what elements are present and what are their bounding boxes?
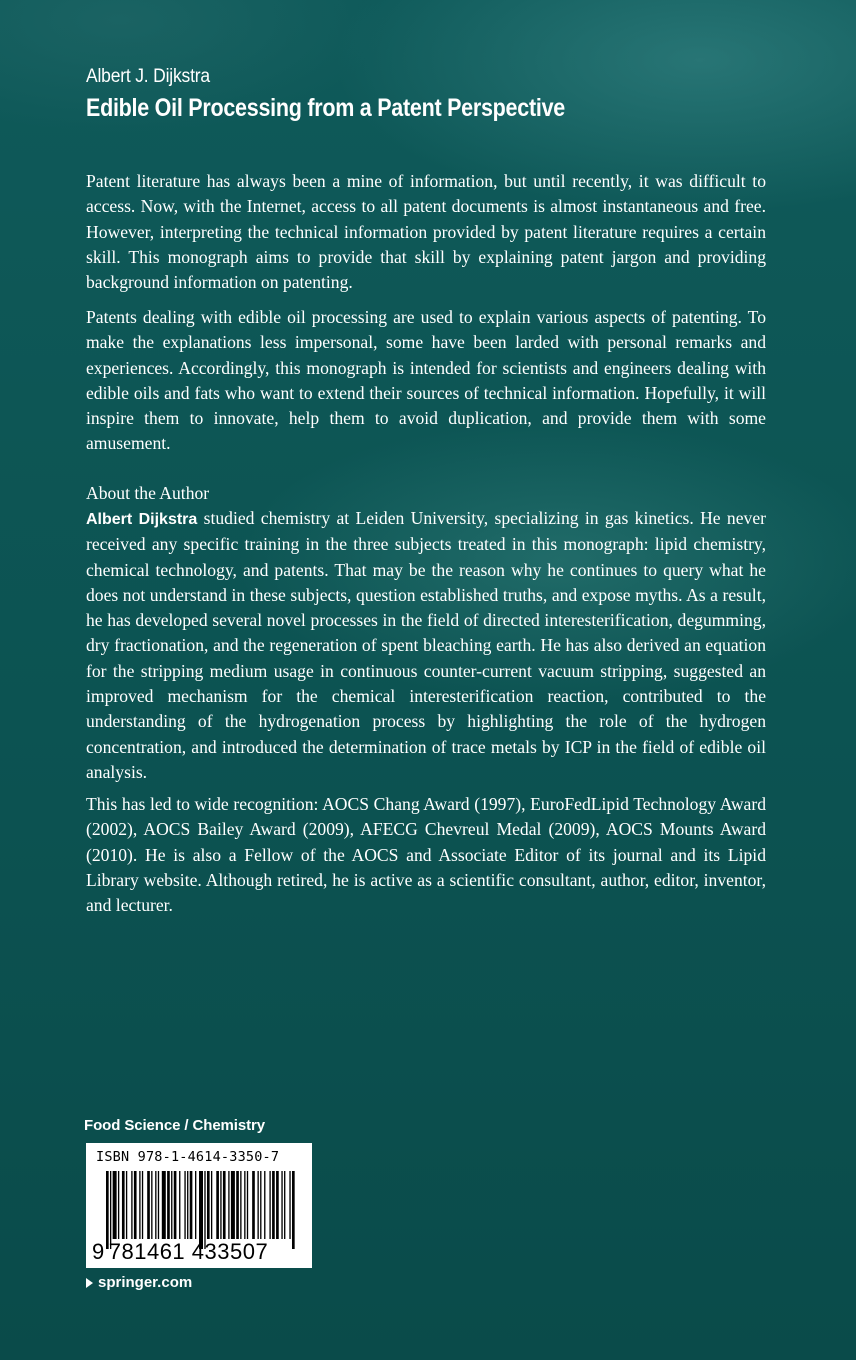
barcode-bar (236, 1171, 239, 1239)
barcode-bar (147, 1171, 150, 1239)
barcode-bar (174, 1171, 177, 1239)
barcode-bar (110, 1171, 111, 1249)
barcode-bar (142, 1171, 143, 1239)
barcode-bar (118, 1171, 119, 1239)
barcode-bar (151, 1171, 152, 1239)
triangle-right-icon (86, 1278, 93, 1288)
barcode-bar (204, 1171, 205, 1249)
barcode-bar (260, 1171, 261, 1239)
barcode-bar (199, 1171, 203, 1249)
barcode-bar (252, 1171, 255, 1239)
barcode-bar (269, 1171, 270, 1239)
barcode-bar (158, 1171, 159, 1239)
barcode-bar (223, 1171, 226, 1239)
author-name: Albert J. Dijkstra (86, 66, 210, 87)
author-bio-text: studied chemistry at Leiden University, specializing in gas kinetics. He never received any specific training in the three subjects treated in this monograph: lipid chemistry, chemical technology, and patents. That may be the reason why he continues to query what he does not understand in these subjects, question established truths, and expose myths. As a result, he has developed several novel processes in the field of directed interesterification, degumming, dry fractionation, and the regeneration of spent bleaching earth. He has also derived an equation for the stripping medium usage in continuous counter-current vacuum stripping, suggested an improved mechanism for the chemical interesterification reaction, contributed to the understanding of the hydrogenation process by highlighting the role of the hydrogen concentration, and introduced the determination of trace metals by ICP in the field of edible oil analysis. (86, 508, 766, 782)
barcode-bar (284, 1171, 285, 1239)
barcode-bar (264, 1171, 265, 1239)
publisher-link[interactable] (86, 1274, 192, 1291)
barcode-bar (231, 1171, 235, 1239)
barcode-bar (131, 1171, 132, 1239)
barcode-bar (195, 1171, 196, 1239)
barcode-bar (113, 1171, 117, 1239)
barcode-bar (126, 1171, 127, 1239)
about-author-heading: About the Author (86, 483, 210, 503)
barcode-bar (276, 1171, 279, 1239)
barcode-bar (281, 1171, 282, 1239)
barcode-bar (122, 1171, 125, 1239)
barcode-bar (184, 1171, 185, 1239)
barcode-lead-digit: 9 (92, 1239, 105, 1264)
barcode-bar (244, 1171, 245, 1239)
isbn-label: ISBN 978-1-4614-3350-7 (96, 1149, 280, 1165)
barcode-bar (211, 1171, 212, 1239)
barcode-bar (228, 1171, 229, 1239)
barcode-icon (106, 1171, 296, 1249)
barcode-box (86, 1143, 312, 1268)
barcode-bar (134, 1171, 137, 1239)
subject-category: Food Science / Chemistry (84, 1117, 265, 1134)
description-paragraph-1: Patent literature has always been a mine of information, but until recently, it was difficult to access. Now, with the Internet, access to all patent documents is almost instantaneous and free. However, interpreting the technical information provided by patent literature requires a certain skill. This monograph aims to provide that skill by explaining patent jargon and providing background information on patenting. (86, 171, 766, 293)
barcode-bar (179, 1171, 180, 1239)
barcode-bar (272, 1171, 275, 1239)
author-bio-paragraph (86, 506, 766, 785)
description-paragraph-2: Patents dealing with edible oil processing are used to explain various aspects of patenting. To make the explanations less impersonal, some have been larded with personal remarks and experiences. Accordingly, this monograph is intended for scientists and engineers dealing with edible oils and fats who want to extend their sources of technical information. Hopefully, it will inspire them to innovate, help them to avoid duplication, and provide them with some amusement. (86, 307, 766, 454)
barcode-bar (190, 1171, 193, 1239)
barcode-bar (240, 1171, 241, 1239)
barcode-bar (162, 1171, 166, 1239)
author-recognition-paragraph: This has led to wide recognition: AOCS Chang Award (1997), EuroFedLipid Technology Award (2002), AOCS Bailey Award (2009), AFECG Chevreul Medal (2009), AOCS Mounts Award (2010). He is also a Fellow of the AOCS and Associate Editor of its journal and its Lipid Library website. Although retired, he is active as a scientific consultant, author, editor, inventor, and lecturer. (86, 794, 766, 916)
barcode-bar (289, 1171, 290, 1239)
barcode-bar (167, 1171, 170, 1239)
barcode-bar (216, 1171, 219, 1239)
author-bio-name: Albert Dijkstra (86, 511, 198, 528)
barcode-number (92, 1239, 268, 1265)
barcode-bar (155, 1171, 156, 1239)
barcode-digit-groups: 781461 433507 (108, 1239, 269, 1264)
barcode-bar (257, 1171, 258, 1239)
barcode-bar (187, 1171, 188, 1239)
barcode-bar (171, 1171, 172, 1239)
book-title: Edible Oil Processing from a Patent Perspective (86, 94, 565, 122)
barcode-bar (247, 1171, 248, 1239)
barcode-bar (106, 1171, 109, 1249)
barcode-bar (207, 1171, 210, 1239)
barcode-bar (139, 1171, 140, 1239)
publisher-link-text[interactable]: springer.com (98, 1274, 193, 1291)
barcode-bar (220, 1171, 221, 1239)
barcode-bar (292, 1171, 295, 1249)
